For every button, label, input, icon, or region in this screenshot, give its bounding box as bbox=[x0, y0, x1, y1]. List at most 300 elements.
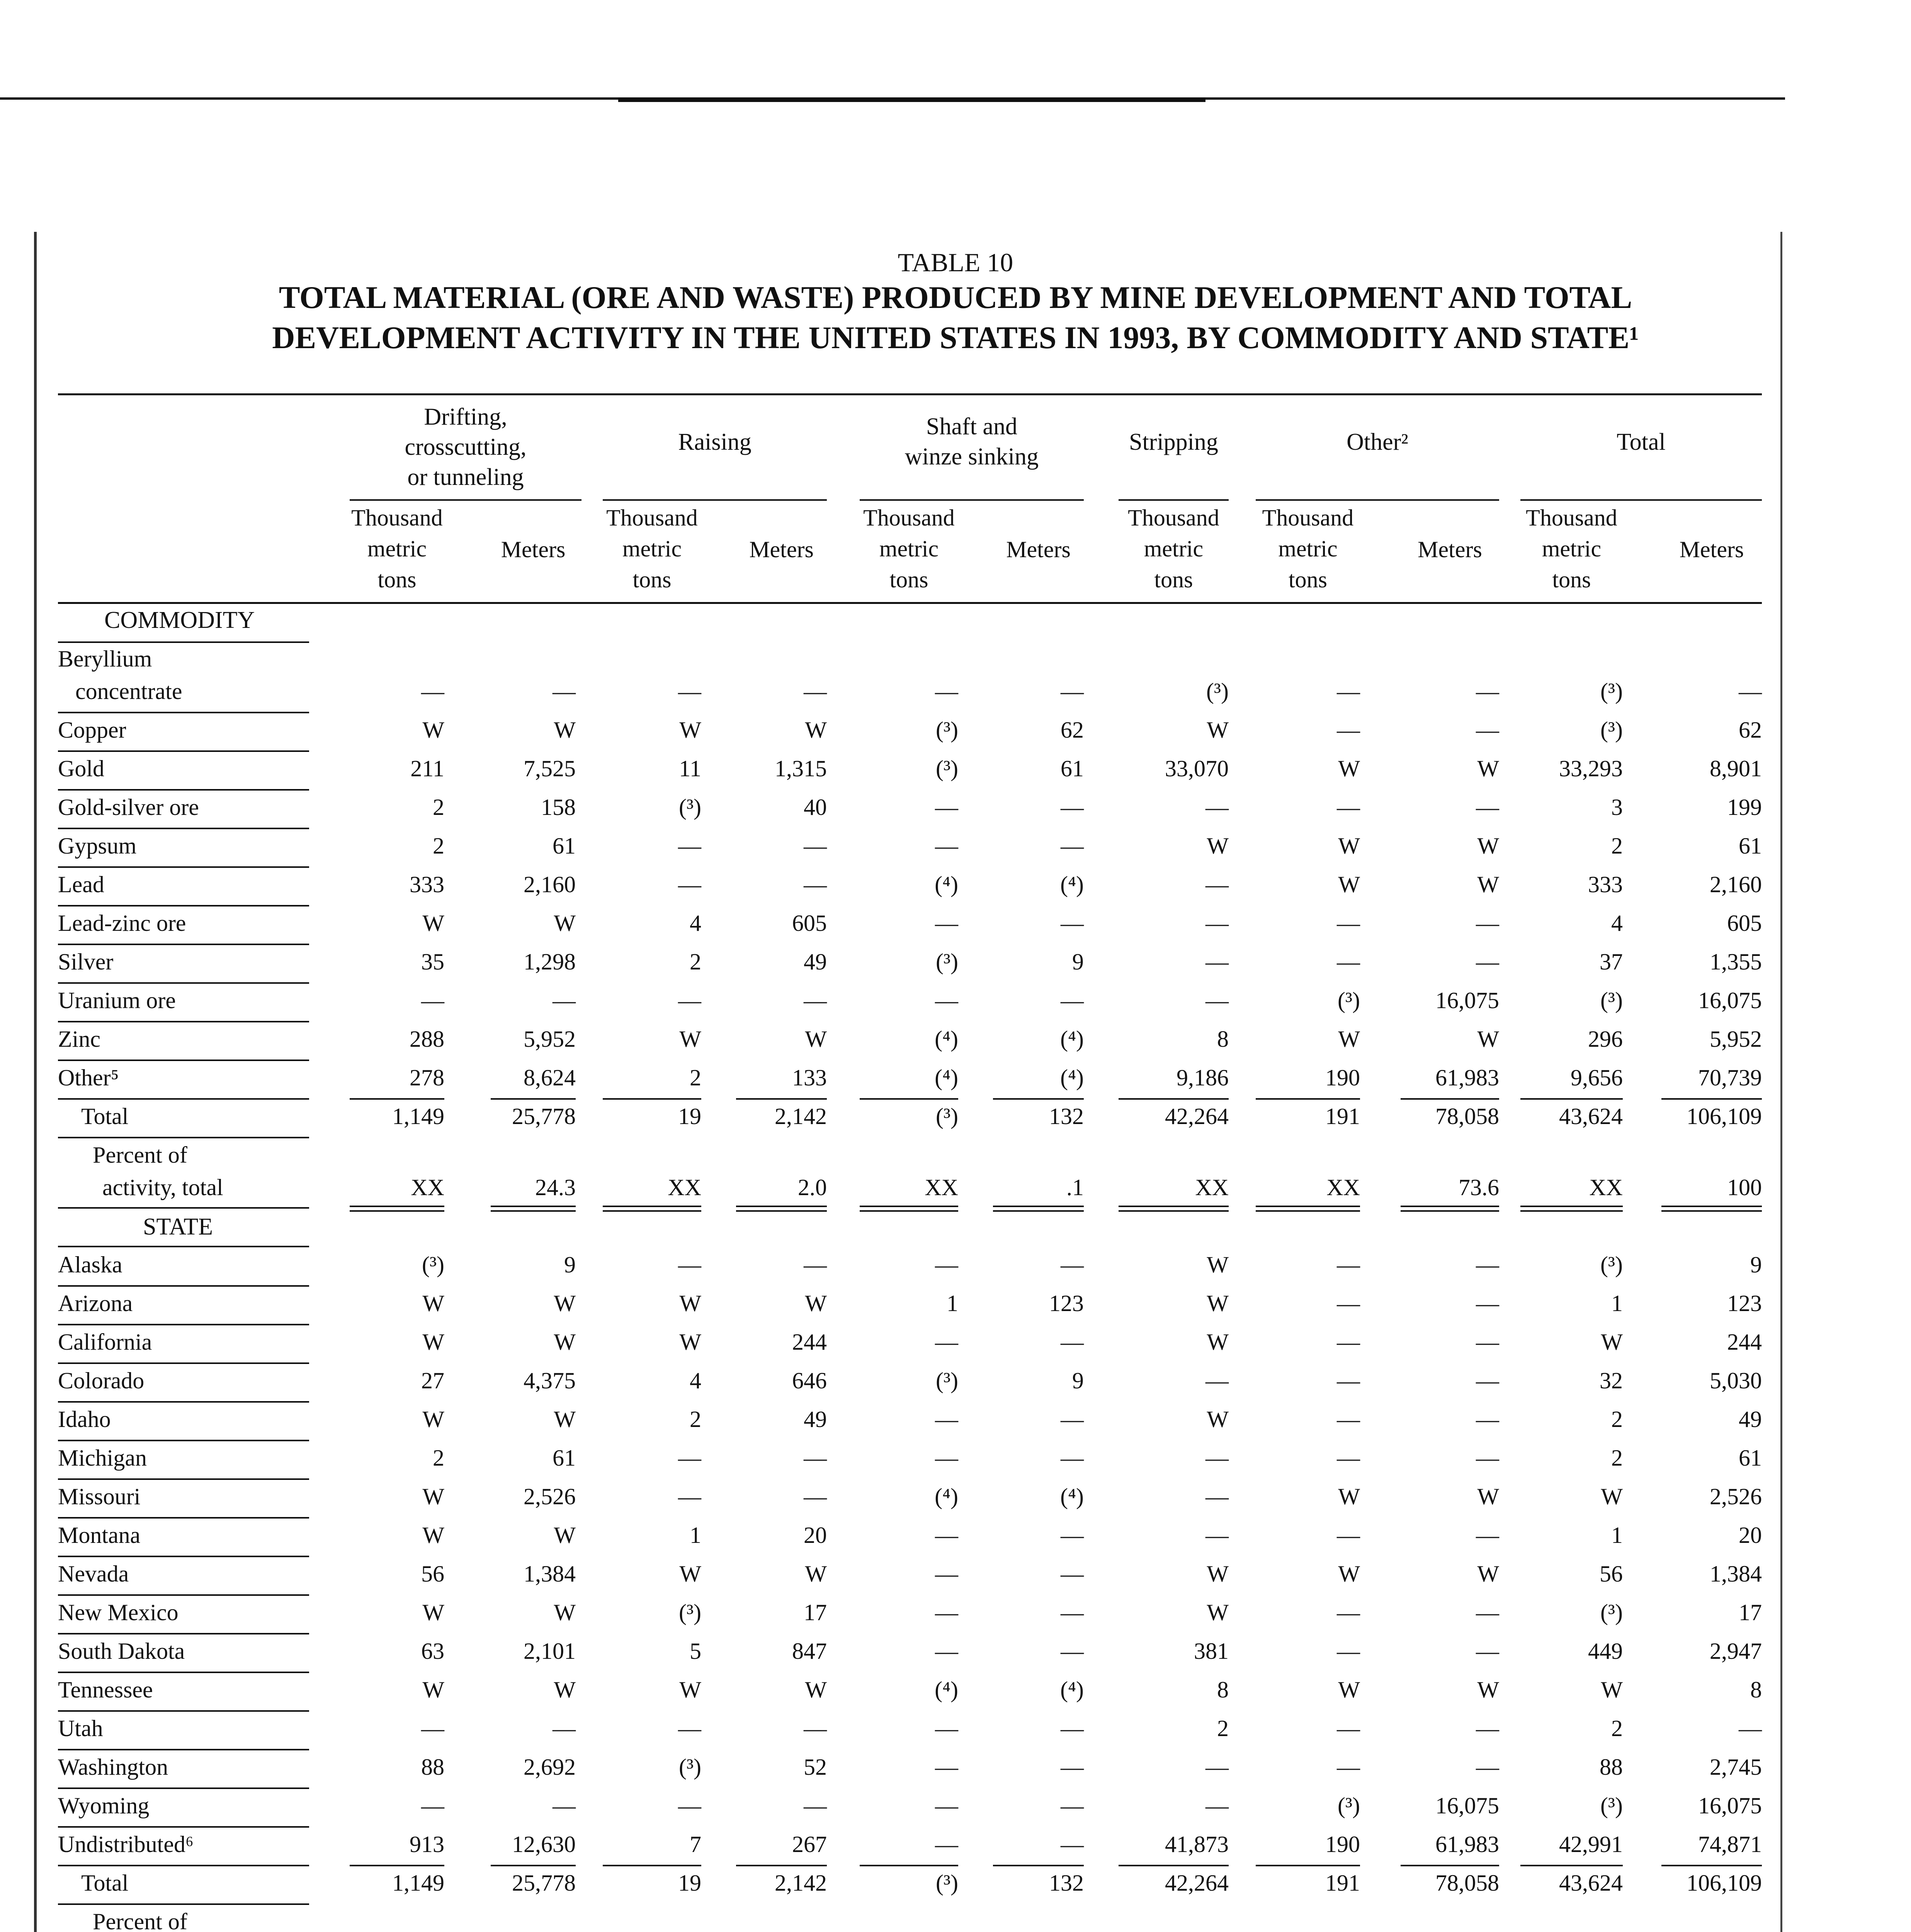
table-title bbox=[116, 277, 1795, 358]
row-label-rule bbox=[58, 1749, 309, 1750]
table-cell: W bbox=[1338, 833, 1360, 859]
row-label-rule bbox=[58, 789, 309, 791]
table-cell: W bbox=[1477, 1561, 1499, 1587]
table-cell: 8,624 bbox=[524, 1065, 576, 1090]
row-label: concentrate bbox=[75, 679, 182, 704]
row-label-rule bbox=[58, 1903, 309, 1905]
subtotal-rule bbox=[1256, 1865, 1360, 1866]
table-cell: — bbox=[1476, 679, 1499, 704]
table-cell: — bbox=[678, 872, 701, 897]
table-cell: 847 bbox=[792, 1638, 827, 1664]
subtotal-rule bbox=[860, 1865, 958, 1866]
table-cell: — bbox=[1739, 1716, 1762, 1741]
table-cell: 1,384 bbox=[524, 1561, 576, 1587]
row-label: Tennessee bbox=[58, 1677, 153, 1702]
table-cell: 88 bbox=[1600, 1754, 1623, 1780]
double-rule bbox=[1119, 1206, 1229, 1212]
table-cell: — bbox=[1061, 1600, 1084, 1625]
table-cell: 61 bbox=[1739, 833, 1762, 859]
table-cell: — bbox=[804, 1445, 827, 1471]
table-cell: 62 bbox=[1739, 717, 1762, 743]
table-cell: W bbox=[1477, 1026, 1499, 1052]
table-cell: 191 bbox=[1325, 1104, 1360, 1129]
double-rule bbox=[350, 1206, 444, 1212]
table-cell: 211 bbox=[410, 756, 444, 781]
table-cell: W bbox=[554, 717, 576, 743]
table-cell: — bbox=[1205, 1484, 1229, 1509]
table-cell: — bbox=[1061, 910, 1084, 936]
table-cell: — bbox=[935, 1406, 958, 1432]
table-cell: XX bbox=[411, 1175, 444, 1200]
table-cell: 61 bbox=[1061, 756, 1084, 781]
table-cell: — bbox=[678, 1793, 701, 1818]
table-cell: — bbox=[1337, 1329, 1360, 1355]
double-rule bbox=[1520, 1206, 1623, 1212]
table-cell: W bbox=[422, 1677, 444, 1702]
table-cell: (³) bbox=[679, 1600, 701, 1625]
table-cell: — bbox=[935, 1600, 958, 1625]
table-cell: 74,871 bbox=[1698, 1832, 1762, 1857]
table-cell: 16,075 bbox=[1435, 1793, 1499, 1818]
table-cell: — bbox=[935, 1832, 958, 1857]
table-cell: W bbox=[679, 1677, 701, 1702]
table-cell: (³) bbox=[936, 1368, 958, 1393]
table-cell: — bbox=[1476, 1716, 1499, 1741]
table-cell: 1,149 bbox=[392, 1104, 444, 1129]
table-cell: 2,101 bbox=[524, 1638, 576, 1664]
table-cell: (³) bbox=[1600, 1600, 1623, 1625]
double-rule bbox=[993, 1206, 1084, 1212]
table-cell: 2,947 bbox=[1710, 1638, 1762, 1664]
table-cell: 7 bbox=[690, 1832, 701, 1857]
row-label: Copper bbox=[58, 717, 126, 743]
row-label-rule bbox=[58, 1826, 309, 1828]
table-cell: — bbox=[553, 679, 576, 704]
row-label-rule bbox=[58, 1478, 309, 1480]
table-cell: 1,355 bbox=[1710, 949, 1762, 975]
table-cell: (³) bbox=[936, 756, 958, 781]
table-cell: 11 bbox=[679, 756, 701, 781]
table-cell: (³) bbox=[936, 1104, 958, 1129]
row-label: Washington bbox=[58, 1754, 168, 1780]
table-cell: — bbox=[1061, 1406, 1084, 1432]
table-cell: 605 bbox=[1727, 910, 1762, 936]
table-cell: XX bbox=[925, 1175, 958, 1200]
row-label-rule bbox=[58, 1594, 309, 1596]
table-cell: — bbox=[1337, 1368, 1360, 1393]
table-cell: 1,149 bbox=[392, 1870, 444, 1896]
column-subheader: Meters bbox=[749, 537, 814, 562]
table-cell: 25,778 bbox=[512, 1870, 576, 1896]
table-cell: W bbox=[679, 1291, 701, 1316]
table-cell: XX bbox=[1195, 1175, 1229, 1200]
table-cell: 4 bbox=[1611, 910, 1623, 936]
table-cell: — bbox=[1476, 794, 1499, 820]
row-label-rule bbox=[58, 1672, 309, 1673]
table-cell: — bbox=[1205, 910, 1229, 936]
table-cell: 1 bbox=[947, 1291, 958, 1316]
table-cell: 244 bbox=[1727, 1329, 1762, 1355]
column-group-header: Drifting, crosscutting, or tunneling bbox=[405, 404, 527, 490]
left-margin-line bbox=[34, 232, 37, 1932]
table-cell: (³) bbox=[422, 1252, 444, 1277]
table-cell: 4,375 bbox=[524, 1368, 576, 1393]
table-cell: — bbox=[421, 1793, 444, 1818]
subtotal-rule bbox=[350, 1865, 444, 1866]
table-cell: 16,075 bbox=[1698, 988, 1762, 1013]
table-cell: 8 bbox=[1217, 1026, 1229, 1052]
table-cell: (³) bbox=[1206, 679, 1229, 704]
table-cell: — bbox=[1337, 1716, 1360, 1741]
table-cell: 2,142 bbox=[775, 1104, 827, 1129]
table-cell: — bbox=[804, 1484, 827, 1509]
table-cell: — bbox=[935, 1445, 958, 1471]
table-cell: — bbox=[935, 1754, 958, 1780]
table-cell: W bbox=[422, 1329, 444, 1355]
table-cell: 37 bbox=[1600, 949, 1623, 975]
row-label-rule bbox=[58, 905, 309, 906]
table-cell: — bbox=[421, 1716, 444, 1741]
table-cell: 333 bbox=[1588, 872, 1623, 897]
table-cell: 49 bbox=[804, 1406, 827, 1432]
table-cell: 244 bbox=[792, 1329, 827, 1355]
top-rule-accent bbox=[618, 97, 1205, 102]
table-cell: — bbox=[1205, 1522, 1229, 1548]
table-cell: W bbox=[679, 1026, 701, 1052]
subtotal-rule bbox=[736, 1865, 827, 1866]
table-cell: — bbox=[935, 679, 958, 704]
row-label-rule bbox=[58, 982, 309, 984]
table-cell: 2 bbox=[690, 949, 701, 975]
row-label: Gold bbox=[58, 756, 104, 781]
table-cell: 1,315 bbox=[775, 756, 827, 781]
subtotal-rule bbox=[1119, 1865, 1229, 1866]
table-cell: (⁴) bbox=[1060, 1065, 1084, 1090]
table-cell: — bbox=[1061, 1832, 1084, 1857]
subtotal-rule bbox=[1256, 1098, 1360, 1100]
double-rule bbox=[736, 1206, 827, 1212]
table-cell: — bbox=[421, 679, 444, 704]
table-cell: 78,058 bbox=[1435, 1870, 1499, 1896]
table-cell: 88 bbox=[421, 1754, 444, 1780]
table-cell: (³) bbox=[679, 1754, 701, 1780]
double-rule bbox=[1661, 1206, 1762, 1212]
table-cell: — bbox=[1061, 1445, 1084, 1471]
row-label-rule bbox=[58, 1324, 309, 1325]
table-cell: 40 bbox=[804, 794, 827, 820]
row-label: Total bbox=[81, 1104, 129, 1129]
table-cell: (⁴) bbox=[935, 1026, 958, 1052]
table-cell: 646 bbox=[792, 1368, 827, 1393]
row-label-rule bbox=[58, 1401, 309, 1403]
column-subheader: Thousand metric tons bbox=[1262, 505, 1354, 592]
table-cell: 2,160 bbox=[524, 872, 576, 897]
table-cell: W bbox=[1207, 1561, 1229, 1587]
table-cell: — bbox=[1337, 1406, 1360, 1432]
table-cell: — bbox=[1337, 794, 1360, 820]
table-cell: 5,952 bbox=[1710, 1026, 1762, 1052]
column-group-rule bbox=[1520, 499, 1762, 501]
table-cell: 123 bbox=[1049, 1291, 1084, 1316]
table-cell: 8,901 bbox=[1710, 756, 1762, 781]
table-number: TABLE 10 bbox=[898, 248, 1013, 277]
row-label: activity, total bbox=[102, 1175, 223, 1200]
table-cell: — bbox=[935, 988, 958, 1013]
table-cell: — bbox=[1205, 988, 1229, 1013]
table-cell: W bbox=[422, 1406, 444, 1432]
table-cell: — bbox=[935, 1716, 958, 1741]
table-cell: 158 bbox=[541, 794, 576, 820]
table-title-line-1: TOTAL MATERIAL (ORE AND WASTE) PRODUCED BY MINE DEVELOPMENT AND TOTAL bbox=[279, 280, 1632, 315]
table-cell: — bbox=[553, 988, 576, 1013]
table-cell: — bbox=[553, 1716, 576, 1741]
column-group-header: Total bbox=[1617, 429, 1666, 455]
table-cell: — bbox=[678, 1716, 701, 1741]
table-cell: 2,526 bbox=[524, 1484, 576, 1509]
table-cell: 2 bbox=[433, 794, 444, 820]
table-cell: 1 bbox=[690, 1522, 701, 1548]
table-cell: — bbox=[1337, 1445, 1360, 1471]
column-subheader: Meters bbox=[1006, 537, 1071, 562]
table-cell: (⁴) bbox=[1060, 1026, 1084, 1052]
row-label: Percent of bbox=[93, 1142, 187, 1168]
table-cell: — bbox=[935, 1561, 958, 1587]
table-cell: W bbox=[805, 1677, 827, 1702]
table-cell: 1 bbox=[1611, 1291, 1623, 1316]
column-subheader: Thousand metric tons bbox=[606, 505, 698, 592]
table-cell: 2 bbox=[1217, 1716, 1229, 1741]
subtotal-rule bbox=[1661, 1865, 1762, 1866]
table-cell: (³) bbox=[1600, 1252, 1623, 1277]
table-cell: W bbox=[554, 910, 576, 936]
table-cell: 56 bbox=[421, 1561, 444, 1587]
subtotal-rule bbox=[860, 1098, 958, 1100]
column-subheader: Thousand metric tons bbox=[863, 505, 955, 592]
table-cell: 2 bbox=[1611, 1445, 1623, 1471]
table-cell: W bbox=[1338, 756, 1360, 781]
table-cell: W bbox=[805, 1026, 827, 1052]
table-cell: — bbox=[1205, 794, 1229, 820]
subtotal-rule bbox=[1401, 1865, 1499, 1866]
table-cell: W bbox=[554, 1600, 576, 1625]
table-cell: W bbox=[422, 910, 444, 936]
table-cell: W bbox=[554, 1522, 576, 1548]
table-cell: 1,384 bbox=[1710, 1561, 1762, 1587]
table-cell: — bbox=[678, 1484, 701, 1509]
table-cell: W bbox=[554, 1329, 576, 1355]
table-cell: 61 bbox=[553, 1445, 576, 1471]
row-label: Lead bbox=[58, 872, 104, 897]
table-cell: (³) bbox=[936, 949, 958, 975]
table-cell: (⁴) bbox=[1060, 1677, 1084, 1702]
table-cell: 20 bbox=[1739, 1522, 1762, 1548]
double-rule bbox=[491, 1206, 576, 1212]
table-cell: 190 bbox=[1325, 1065, 1360, 1090]
table-cell: 62 bbox=[1061, 717, 1084, 743]
table-cell: W bbox=[422, 1291, 444, 1316]
table-cell: 123 bbox=[1727, 1291, 1762, 1316]
row-label-rule bbox=[58, 1710, 309, 1712]
table-cell: W bbox=[1477, 1484, 1499, 1509]
table-cell: — bbox=[935, 1522, 958, 1548]
table-cell: — bbox=[1205, 1445, 1229, 1471]
table-cell: (⁴) bbox=[935, 1065, 958, 1090]
column-subheader: Meters bbox=[1418, 537, 1482, 562]
table-cell: 2,692 bbox=[524, 1754, 576, 1780]
table-cell: — bbox=[1476, 949, 1499, 975]
table-cell: — bbox=[1205, 872, 1229, 897]
table-cell: 16,075 bbox=[1435, 988, 1499, 1013]
row-label: South Dakota bbox=[58, 1638, 185, 1664]
table-cell: — bbox=[1337, 1522, 1360, 1548]
column-group-rule bbox=[350, 499, 581, 501]
table-cell: 913 bbox=[410, 1832, 444, 1857]
row-label-rule bbox=[58, 1207, 309, 1209]
table-cell: (⁴) bbox=[1060, 1484, 1084, 1509]
table-cell: 132 bbox=[1049, 1870, 1084, 1896]
table-cell: 78,058 bbox=[1435, 1104, 1499, 1129]
subtotal-rule bbox=[1119, 1098, 1229, 1100]
row-label-rule bbox=[58, 750, 309, 752]
table-cell: 191 bbox=[1325, 1870, 1360, 1896]
table-cell: 49 bbox=[804, 949, 827, 975]
table-cell: W bbox=[1207, 1291, 1229, 1316]
table-cell: 2 bbox=[433, 1445, 444, 1471]
table-cell: 42,991 bbox=[1559, 1832, 1623, 1857]
row-label-rule bbox=[58, 1285, 309, 1287]
table-cell: — bbox=[1476, 1329, 1499, 1355]
row-label: Gold-silver ore bbox=[58, 794, 199, 820]
column-subheader: Thousand metric tons bbox=[1128, 505, 1219, 592]
row-label-rule bbox=[58, 641, 309, 643]
row-label: Beryllium bbox=[58, 646, 152, 672]
subtotal-rule bbox=[603, 1865, 701, 1866]
row-label-rule bbox=[58, 1362, 309, 1364]
table-cell: 43,624 bbox=[1559, 1870, 1623, 1896]
table-cell: 17 bbox=[1739, 1600, 1762, 1625]
table-cell: 42,264 bbox=[1165, 1870, 1229, 1896]
table-cell: 1 bbox=[1611, 1522, 1623, 1548]
table-cell: (³) bbox=[936, 1870, 958, 1896]
subtotal-rule bbox=[1520, 1098, 1623, 1100]
table-cell: XX bbox=[1589, 1175, 1623, 1200]
table-cell: — bbox=[1205, 1368, 1229, 1393]
table-cell: 25,778 bbox=[512, 1104, 576, 1129]
column-group-rule bbox=[1119, 499, 1229, 501]
table-cell: 19 bbox=[678, 1870, 701, 1896]
table-cell: — bbox=[804, 679, 827, 704]
table-cell: 2,526 bbox=[1710, 1484, 1762, 1509]
right-margin-line bbox=[1780, 232, 1782, 1932]
double-rule bbox=[603, 1206, 701, 1212]
table-cell: 199 bbox=[1727, 794, 1762, 820]
table-cell: W bbox=[1338, 1561, 1360, 1587]
table-cell: — bbox=[935, 1793, 958, 1818]
table-cell: 2,160 bbox=[1710, 872, 1762, 897]
table-cell: — bbox=[1476, 910, 1499, 936]
table-cell: W bbox=[679, 1329, 701, 1355]
table-cell: 33,070 bbox=[1165, 756, 1229, 781]
column-subheader: Thousand metric tons bbox=[1526, 505, 1617, 592]
double-rule bbox=[860, 1206, 958, 1212]
table-cell: W bbox=[554, 1677, 576, 1702]
table-cell: (³) bbox=[679, 794, 701, 820]
table-cell: 3 bbox=[1611, 794, 1623, 820]
table-cell: W bbox=[805, 1291, 827, 1316]
table-cell: W bbox=[1338, 1026, 1360, 1052]
table-cell: W bbox=[1477, 833, 1499, 859]
table-cell: 106,109 bbox=[1687, 1870, 1762, 1896]
table-cell: 63 bbox=[421, 1638, 444, 1664]
table-cell: W bbox=[1338, 872, 1360, 897]
table-cell: W bbox=[1477, 1677, 1499, 1702]
table-cell: — bbox=[678, 1445, 701, 1471]
table-cell: — bbox=[935, 794, 958, 820]
table-cell: 2,142 bbox=[775, 1870, 827, 1896]
table-cell: W bbox=[1207, 1252, 1229, 1277]
table-cell: — bbox=[1476, 1638, 1499, 1664]
table-top-rule bbox=[58, 393, 1762, 395]
table-cell: — bbox=[1476, 1522, 1499, 1548]
table-cell: (³) bbox=[1600, 717, 1623, 743]
table-cell: — bbox=[1061, 1716, 1084, 1741]
column-group-header: Other² bbox=[1347, 429, 1408, 455]
double-rule bbox=[1401, 1206, 1499, 1212]
table-cell: — bbox=[1061, 833, 1084, 859]
table-cell: 9 bbox=[564, 1252, 576, 1277]
table-cell: — bbox=[1337, 1754, 1360, 1780]
table-cell: 381 bbox=[1194, 1638, 1229, 1664]
table-cell: W bbox=[1207, 1600, 1229, 1625]
row-label: Other⁵ bbox=[58, 1065, 119, 1090]
table-cell: — bbox=[1337, 1638, 1360, 1664]
table-cell: 288 bbox=[410, 1026, 444, 1052]
table-cell: 33,293 bbox=[1559, 756, 1623, 781]
row-label-rule bbox=[58, 1021, 309, 1022]
table-cell: — bbox=[678, 1252, 701, 1277]
table-cell: 73.6 bbox=[1459, 1175, 1499, 1200]
table-cell: 8 bbox=[1750, 1677, 1762, 1702]
table-cell: 70,739 bbox=[1698, 1065, 1762, 1090]
table-cell: 9,186 bbox=[1177, 1065, 1229, 1090]
table-cell: — bbox=[678, 833, 701, 859]
table-cell: 16,075 bbox=[1698, 1793, 1762, 1818]
row-label: Total bbox=[81, 1870, 129, 1896]
table-cell: 2 bbox=[690, 1065, 701, 1090]
table-cell: 278 bbox=[410, 1065, 444, 1090]
row-label: Alaska bbox=[58, 1252, 122, 1277]
table-cell: 267 bbox=[792, 1832, 827, 1857]
row-label-rule bbox=[58, 1556, 309, 1557]
row-label: Michigan bbox=[58, 1445, 147, 1471]
table-cell: — bbox=[935, 1329, 958, 1355]
table-cell: 27 bbox=[421, 1368, 444, 1393]
table-cell: 605 bbox=[792, 910, 827, 936]
table-cell: — bbox=[935, 833, 958, 859]
table-cell: XX bbox=[668, 1175, 701, 1200]
row-label-rule bbox=[58, 828, 309, 829]
table-title-line-2: DEVELOPMENT ACTIVITY IN THE UNITED STATES IN 1993, BY COMMODITY AND STATE¹ bbox=[272, 320, 1639, 355]
table-cell: (³) bbox=[1338, 1793, 1360, 1818]
row-label: Uranium ore bbox=[58, 988, 176, 1013]
row-label-rule bbox=[58, 1517, 309, 1519]
row-label: Wyoming bbox=[58, 1793, 150, 1818]
table-cell: W bbox=[1207, 1406, 1229, 1432]
table-cell: 49 bbox=[1739, 1406, 1762, 1432]
table-cell: 43,624 bbox=[1559, 1104, 1623, 1129]
table-cell: W bbox=[1207, 833, 1229, 859]
table-cell: W bbox=[1477, 756, 1499, 781]
